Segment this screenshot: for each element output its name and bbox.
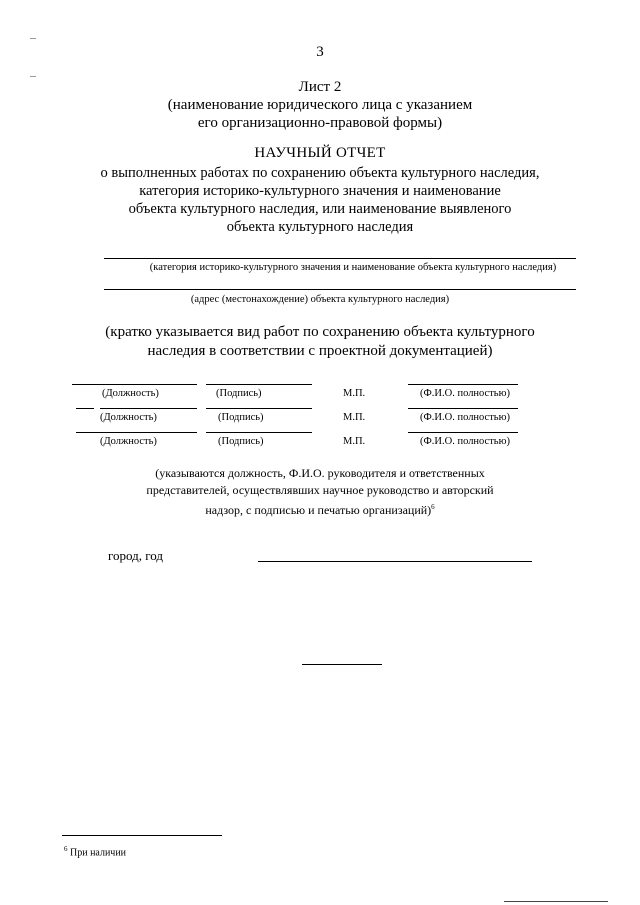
stamp-caption: М.П. [343,412,366,423]
org-caption-line2: его организационно-правовой формы) [197,115,443,131]
signatures-note-line2: представителей, осуществлявших научное руководство и авторский [146,483,494,497]
signatures-note-line3: надзор, с подписью и печатью организаций)$^6$ [205,503,435,517]
name-caption: (Ф.И.О. полностью) [420,388,510,399]
name-line [408,408,518,409]
signature-line [206,432,312,433]
position-line [100,408,197,409]
sheet-label: Лист 2 [298,79,342,95]
page-number: 3 [316,44,324,60]
bottom-edge-line [504,901,608,902]
work-type-line2: наследия в соответствии с проектной документацией) [147,343,493,359]
position-caption: (Должность) [102,388,159,399]
signature-line [206,408,312,409]
address-caption: (адрес (местонахождение) объекта культурного наследия) [190,294,450,305]
signature-caption: (Подпись) [218,412,264,423]
footnote-separator [62,835,222,836]
report-subtitle-line2: категория историко-культурного значения и наименование [139,183,501,199]
report-subtitle-line4: объекта культурного наследия [226,219,414,235]
signature-line [206,384,312,385]
org-caption-line1: (наименование юридического лица с указанием [167,97,473,113]
city-year-label: город, год [108,548,163,563]
category-caption: (категория историко-культурного значения и наименование объекта культурного наследия) [149,262,557,273]
work-type-line1: (кратко указывается вид работ по сохранению объекта культурного [105,324,535,340]
position-line-dash [76,408,94,409]
footnote-text: При наличии [70,847,127,859]
stamp-caption: М.П. [343,388,366,399]
footnote-ref: 6 [431,503,435,511]
address-field-line [104,289,576,290]
position-caption: (Должность) [100,436,157,447]
margin-mark [30,38,36,39]
position-caption: (Должность) [100,412,157,423]
stamp-caption: М.П. [343,436,366,447]
signatures-note-line1: (указываются должность, Ф.И.О. руководителя и ответственных [155,466,485,480]
name-caption: (Ф.И.О. полностью) [420,436,510,447]
position-line [76,432,197,433]
signature-caption: (Подпись) [218,436,264,447]
report-subtitle-line3: объекта культурного наследия, или наименование выявленого [128,201,512,217]
category-field-line [104,258,576,259]
name-caption: (Ф.И.О. полностью) [420,412,510,423]
name-line [408,432,518,433]
name-line [408,384,518,385]
margin-mark [30,76,36,77]
report-subtitle-line1: о выполненных работах по сохранению объекта культурного наследия, [100,165,540,181]
report-title: НАУЧНЫЙ ОТЧЕТ [254,145,386,161]
footnote [64,845,126,858]
city-year-line [258,561,532,562]
signature-caption: (Подпись) [216,388,262,399]
position-line [72,384,197,385]
section-rule [302,664,382,665]
footnote-mark: 6 [64,845,68,853]
